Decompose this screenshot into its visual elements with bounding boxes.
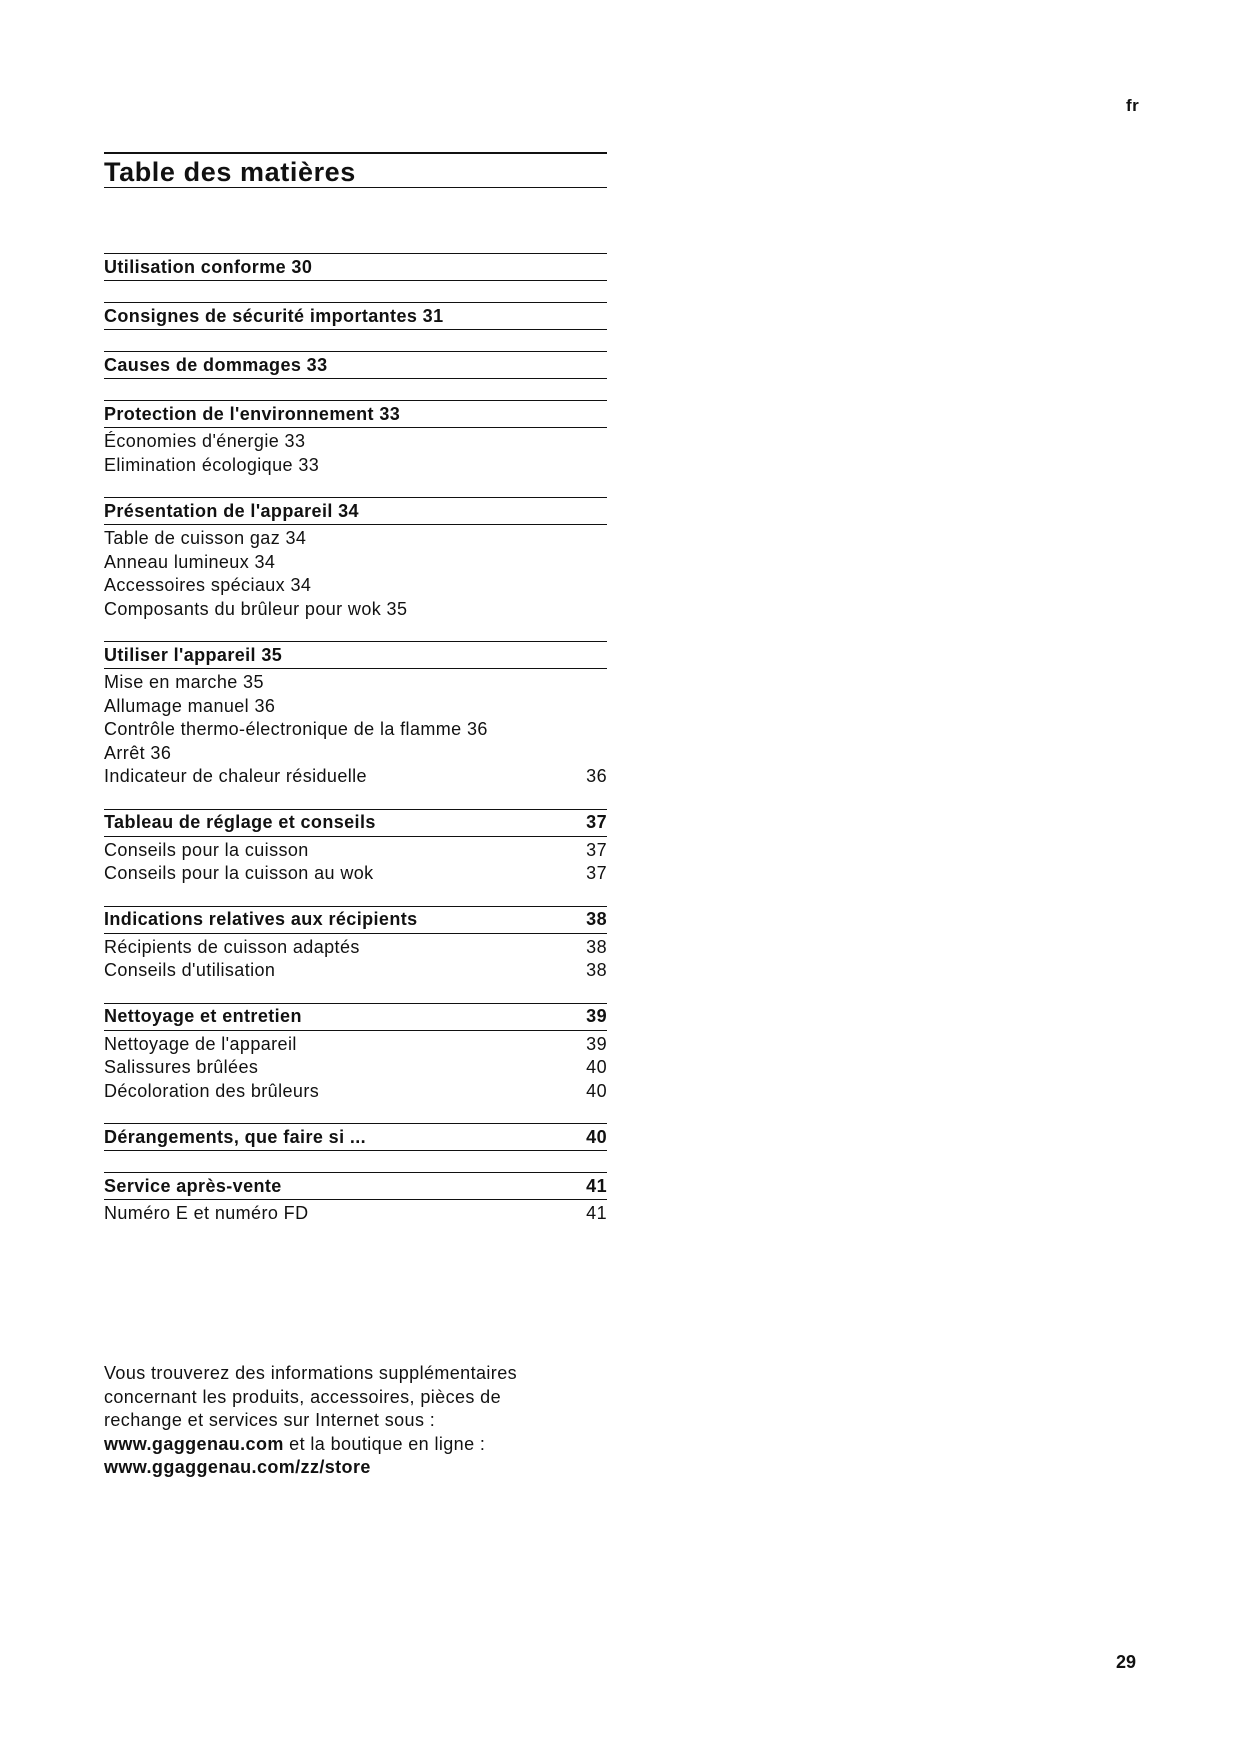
toc-section-title: Utiliser l'appareil 35: [104, 644, 283, 665]
toc-subitem-list: [104, 1200, 607, 1226]
toc-section: [104, 1123, 607, 1151]
toc-section: [104, 809, 607, 886]
toc-subitem[interactable]: [104, 959, 607, 983]
info-line: rechange et services sur Internet sous :: [104, 1410, 436, 1430]
toc-subitem[interactable]: [104, 1202, 607, 1226]
toc-subitem-label: Conseils pour la cuisson au wok: [104, 863, 374, 884]
toc-section: [104, 906, 607, 983]
toc-section-title: Indications relatives aux récipients: [104, 909, 418, 929]
toc-subitem[interactable]: [104, 598, 607, 622]
toc-subitem-label: Table de cuisson gaz 34: [104, 528, 307, 549]
toc-subitem-label: Accessoires spéciaux 34: [104, 575, 312, 596]
toc-section-heading[interactable]: [104, 1123, 607, 1151]
toc-section-heading[interactable]: [104, 809, 607, 837]
toc-subitem-page: 38: [586, 960, 607, 981]
info-paragraph: [104, 1362, 624, 1480]
toc-subitem-page: 41: [586, 1203, 607, 1224]
info-line: Vous trouverez des informations supplémentaires: [104, 1363, 518, 1383]
toc-section-heading[interactable]: [104, 497, 607, 525]
toc-subitem-label: Anneau lumineux 34: [104, 551, 276, 572]
info-url-line: [104, 1456, 624, 1480]
toc-subitem[interactable]: [104, 1056, 607, 1080]
toc-subitem-list: [104, 669, 607, 789]
toc-section-title: Service après-vente: [104, 1175, 282, 1196]
toc-section: [104, 1003, 607, 1104]
toc-subitem-label: Arrêt 36: [104, 742, 172, 763]
toc-section-title: Causes de dommages 33: [104, 354, 328, 375]
language-code: fr: [1126, 96, 1140, 115]
toc-section: [104, 641, 607, 789]
toc-section-heading[interactable]: [104, 906, 607, 934]
toc-subitem[interactable]: [104, 454, 607, 478]
table-of-contents: [104, 152, 607, 1226]
toc-subitem[interactable]: [104, 839, 607, 863]
toc-section-heading[interactable]: [104, 302, 607, 330]
toc-title: Table des matières: [104, 152, 607, 188]
toc-subitem[interactable]: [104, 574, 607, 598]
toc-subitem-list: [104, 1031, 607, 1104]
toc-section: [104, 253, 607, 281]
toc-section: [104, 400, 607, 477]
toc-section-heading[interactable]: [104, 1172, 607, 1200]
toc-section-title: Tableau de réglage et conseils: [104, 812, 376, 832]
website-link[interactable]: www.gaggenau.com: [104, 1433, 284, 1454]
info-url-line: [104, 1433, 624, 1457]
toc-subitem-label: Conseils d'utilisation: [104, 960, 276, 981]
toc-subitem-label: Elimination écologique 33: [104, 454, 320, 475]
toc-section-heading[interactable]: [104, 351, 607, 379]
store-link[interactable]: www.ggaggenau.com/zz/store: [104, 1457, 371, 1477]
toc-section-title: Consignes de sécurité importantes 31: [104, 305, 444, 326]
toc-subitem-label: Contrôle thermo-électronique de la flamme 36: [104, 719, 488, 740]
toc-section-page: 40: [586, 1126, 607, 1147]
toc-section-page: 38: [586, 909, 607, 929]
toc-subitem-label: Mise en marche 35: [104, 672, 264, 693]
toc-section: [104, 497, 607, 621]
toc-subitem-label: Salissures brûlées: [104, 1057, 259, 1078]
toc-section-title: Protection de l'environnement 33: [104, 403, 401, 424]
toc-section-title: Dérangements, que faire si ...: [104, 1126, 367, 1147]
toc-subitem[interactable]: [104, 862, 607, 886]
page-number: 29: [1116, 1652, 1137, 1672]
toc-subitem-list: [104, 428, 607, 477]
toc-subitem-list: [104, 934, 607, 983]
toc-section-title: Nettoyage et entretien: [104, 1006, 302, 1026]
toc-section-heading[interactable]: [104, 1003, 607, 1031]
toc-subitem-list: [104, 525, 607, 621]
toc-subitem-page: 36: [586, 766, 607, 787]
toc-subitem[interactable]: [104, 765, 607, 789]
toc-subitem-page: 37: [586, 863, 607, 884]
toc-subitem-label: Indicateur de chaleur résiduelle: [104, 766, 367, 787]
toc-subitem[interactable]: [104, 1080, 607, 1104]
toc-subitem[interactable]: [104, 671, 607, 695]
toc-subitem-page: 40: [586, 1080, 607, 1101]
toc-subitem-label: Économies d'énergie 33: [104, 431, 306, 452]
toc-subitem-label: Nettoyage de l'appareil: [104, 1033, 297, 1054]
toc-sections: [104, 253, 607, 1226]
toc-subitem[interactable]: [104, 695, 607, 719]
toc-subitem-page: 40: [586, 1057, 607, 1078]
toc-section-heading[interactable]: [104, 253, 607, 281]
toc-subitem[interactable]: [104, 936, 607, 960]
toc-subitem[interactable]: [104, 718, 607, 742]
toc-subitem[interactable]: [104, 1033, 607, 1057]
toc-section: [104, 1172, 607, 1226]
toc-section-title: Présentation de l'appareil 34: [104, 500, 359, 521]
toc-subitem[interactable]: [104, 742, 607, 766]
toc-section-heading[interactable]: [104, 400, 607, 428]
info-text: et la boutique en ligne :: [283, 1433, 486, 1454]
toc-subitem-page: 38: [586, 936, 607, 957]
toc-subitem[interactable]: [104, 527, 607, 551]
toc-section-page: 41: [586, 1175, 607, 1196]
toc-section-title: Utilisation conforme 30: [104, 256, 313, 277]
toc-subitem-label: Conseils pour la cuisson: [104, 839, 309, 860]
toc-subitem-page: 39: [586, 1033, 607, 1054]
toc-section-heading[interactable]: [104, 641, 607, 669]
info-line: concernant les produits, accessoires, pièces de: [104, 1386, 502, 1407]
toc-subitem-list: [104, 837, 607, 886]
toc-subitem-page: 37: [586, 839, 607, 860]
toc-section: [104, 351, 607, 379]
toc-subitem[interactable]: [104, 430, 607, 454]
toc-subitem-label: Récipients de cuisson adaptés: [104, 936, 360, 957]
toc-subitem-label: Numéro E et numéro FD: [104, 1203, 309, 1224]
toc-section-page: 39: [586, 1006, 607, 1026]
toc-subitem-label: Allumage manuel 36: [104, 695, 276, 716]
toc-section-page: 37: [586, 812, 607, 832]
toc-subitem[interactable]: [104, 551, 607, 575]
toc-section: [104, 302, 607, 330]
toc-subitem-label: Composants du brûleur pour wok 35: [104, 598, 408, 619]
toc-subitem-label: Décoloration des brûleurs: [104, 1080, 320, 1101]
